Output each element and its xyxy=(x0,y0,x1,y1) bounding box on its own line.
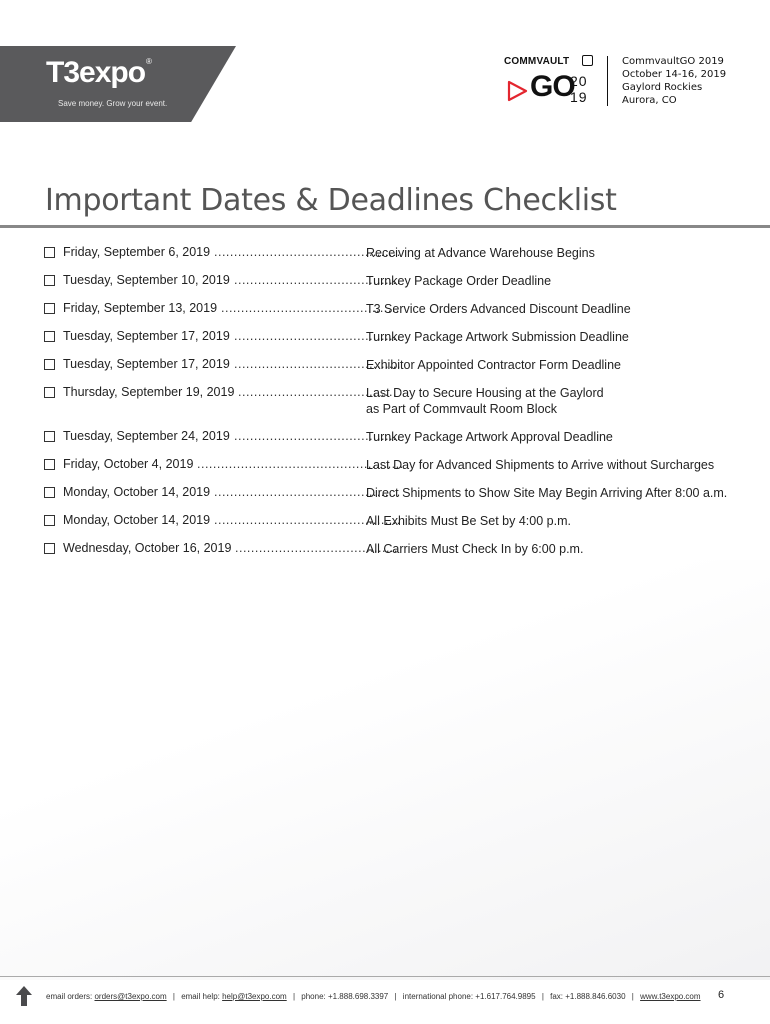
event-dates: October 14-16, 2019 xyxy=(622,69,727,80)
checklist-item xyxy=(44,485,754,513)
email-help-link[interactable]: help@t3expo.com xyxy=(222,992,287,1001)
commvault-wordmark: COMMVAULT xyxy=(504,56,570,67)
footer-separator: | xyxy=(172,992,175,1001)
checklist-description xyxy=(366,485,727,501)
brand-registered-mark: ® xyxy=(146,57,151,66)
checklist-item xyxy=(44,541,754,569)
checklist-description xyxy=(366,541,583,557)
footer-separator: | xyxy=(631,992,634,1001)
dot-leader: ........................................ xyxy=(238,385,397,399)
title-rule xyxy=(0,225,770,228)
checklist-description-line: T3 Service Orders Advanced Discount Deadline xyxy=(366,302,631,316)
checklist-date: Thursday, September 19, 2019 xyxy=(63,385,235,399)
website-link[interactable]: www.t3expo.com xyxy=(640,992,701,1001)
event-location: Aurora, CO xyxy=(622,95,677,106)
dot-leader: ............................................... xyxy=(214,485,401,499)
dot-leader: ............................................... xyxy=(214,245,401,259)
checklist-item xyxy=(44,513,754,541)
checklist-description-line: All Exhibits Must Be Set by 4:00 p.m. xyxy=(366,514,571,528)
email-help-label: email help: xyxy=(181,992,220,1001)
checklist-description-line: All Carriers Must Check In by 6:00 p.m. xyxy=(366,542,584,556)
checklist-item xyxy=(44,329,754,357)
checklist-description xyxy=(366,385,604,417)
checklist-date: Friday, September 13, 2019 xyxy=(63,301,218,315)
footer-phone: phone: +1.888.698.3397 xyxy=(301,992,389,1001)
checklist-checkbox[interactable] xyxy=(44,359,55,370)
checklist-checkbox[interactable] xyxy=(44,543,55,554)
footer-rule xyxy=(0,976,770,977)
checklist-checkbox[interactable] xyxy=(44,331,55,342)
checklist-checkbox[interactable] xyxy=(44,459,55,470)
brand-name: T3expo xyxy=(46,56,146,89)
checklist-description-line: Turnkey Package Order Deadline xyxy=(366,274,552,288)
brand-logo xyxy=(46,58,151,88)
checklist-checkbox[interactable] xyxy=(44,303,55,314)
checklist-description xyxy=(366,301,631,317)
email-orders-link[interactable]: orders@t3expo.com xyxy=(94,992,167,1001)
deadlines-checklist xyxy=(44,245,754,569)
checklist-description-line: Last Day to Secure Housing at the Gaylord xyxy=(366,386,604,400)
event-divider xyxy=(607,56,608,106)
footer-separator: | xyxy=(541,992,544,1001)
checklist-item xyxy=(44,357,754,385)
checklist-checkbox[interactable] xyxy=(44,515,55,526)
event-year-top: 20 xyxy=(570,73,588,89)
dot-leader: .......................................... xyxy=(234,429,401,443)
checklist-description-line: as Part of Commvault Room Block xyxy=(366,402,558,416)
checklist-description xyxy=(366,357,621,373)
checklist-date: Tuesday, September 10, 2019 xyxy=(63,273,230,287)
checklist-description xyxy=(366,429,613,445)
checklist-date: Friday, September 6, 2019 xyxy=(63,245,211,259)
page-title: Important Dates & Deadlines Checklist xyxy=(45,183,617,218)
footer-contact xyxy=(46,992,701,1001)
checklist-checkbox[interactable] xyxy=(44,275,55,286)
checklist-date: Monday, October 14, 2019 xyxy=(63,513,211,527)
checklist-item xyxy=(44,301,754,329)
checklist-description-line: Receiving at Advance Warehouse Begins xyxy=(366,246,595,260)
checklist-description xyxy=(366,513,571,529)
checklist-date: Wednesday, October 16, 2019 xyxy=(63,541,232,555)
checklist-item xyxy=(44,429,754,457)
footer-intl-phone: international phone: +1.617.764.9895 xyxy=(402,992,536,1001)
checklist-date: Monday, October 14, 2019 xyxy=(63,485,211,499)
checklist-date: Friday, October 4, 2019 xyxy=(63,457,194,471)
dot-leader: .......................................... xyxy=(234,273,401,287)
dot-leader: .......................................... xyxy=(234,329,401,343)
checklist-item xyxy=(44,245,754,273)
play-triangle-icon xyxy=(506,80,528,102)
page-number: 6 xyxy=(718,989,725,1001)
up-arrow-icon[interactable] xyxy=(16,986,32,1006)
checklist-description-line: Last Day for Advanced Shipments to Arrive without Surcharges xyxy=(366,458,715,472)
checklist-description-line: Turnkey Package Artwork Submission Deadline xyxy=(366,330,629,344)
dot-leader: .................................................... xyxy=(197,457,404,471)
checklist-checkbox[interactable] xyxy=(44,431,55,442)
checklist-description xyxy=(366,457,714,473)
checklist-checkbox[interactable] xyxy=(44,487,55,498)
checklist-date: Tuesday, September 24, 2019 xyxy=(63,429,230,443)
checklist-item xyxy=(44,273,754,301)
dot-leader: ............................................. xyxy=(221,301,400,315)
background-shade xyxy=(0,560,770,980)
checklist-description xyxy=(366,245,595,261)
event-logo xyxy=(504,54,600,110)
event-venue: Gaylord Rockies xyxy=(622,82,703,93)
checklist-date: Tuesday, September 17, 2019 xyxy=(63,329,230,343)
checklist-date: Tuesday, September 17, 2019 xyxy=(63,357,230,371)
event-name: CommvaultGO 2019 xyxy=(622,56,724,67)
dot-leader: ............................................... xyxy=(214,513,401,527)
go-wordmark: GO xyxy=(530,70,575,103)
checklist-description xyxy=(366,329,629,345)
event-year-bottom: 19 xyxy=(570,89,588,105)
event-info xyxy=(622,55,726,107)
footer-fax: fax: +1.888.846.6030 xyxy=(550,992,626,1001)
checklist-description-line: Turnkey Package Artwork Approval Deadline xyxy=(366,430,613,444)
checklist-item xyxy=(44,457,754,485)
checklist-description-line: Exhibitor Appointed Contractor Form Deadline xyxy=(366,358,621,372)
commvault-box-icon xyxy=(582,55,593,66)
checklist-description xyxy=(366,273,551,289)
checklist-description-line: Direct Shipments to Show Site May Begin Arriving After 8:00 a.m. xyxy=(366,486,728,500)
checklist-item xyxy=(44,385,754,429)
footer-separator: | xyxy=(394,992,397,1001)
brand-tagline: Save money. Grow your event. xyxy=(58,99,168,108)
checklist-checkbox[interactable] xyxy=(44,247,55,258)
checklist-checkbox[interactable] xyxy=(44,387,55,398)
email-orders-label: email orders: xyxy=(46,992,93,1001)
footer-separator: | xyxy=(292,992,296,1001)
dot-leader: .......................................... xyxy=(234,357,401,371)
dot-leader: ......................................... xyxy=(235,541,398,555)
